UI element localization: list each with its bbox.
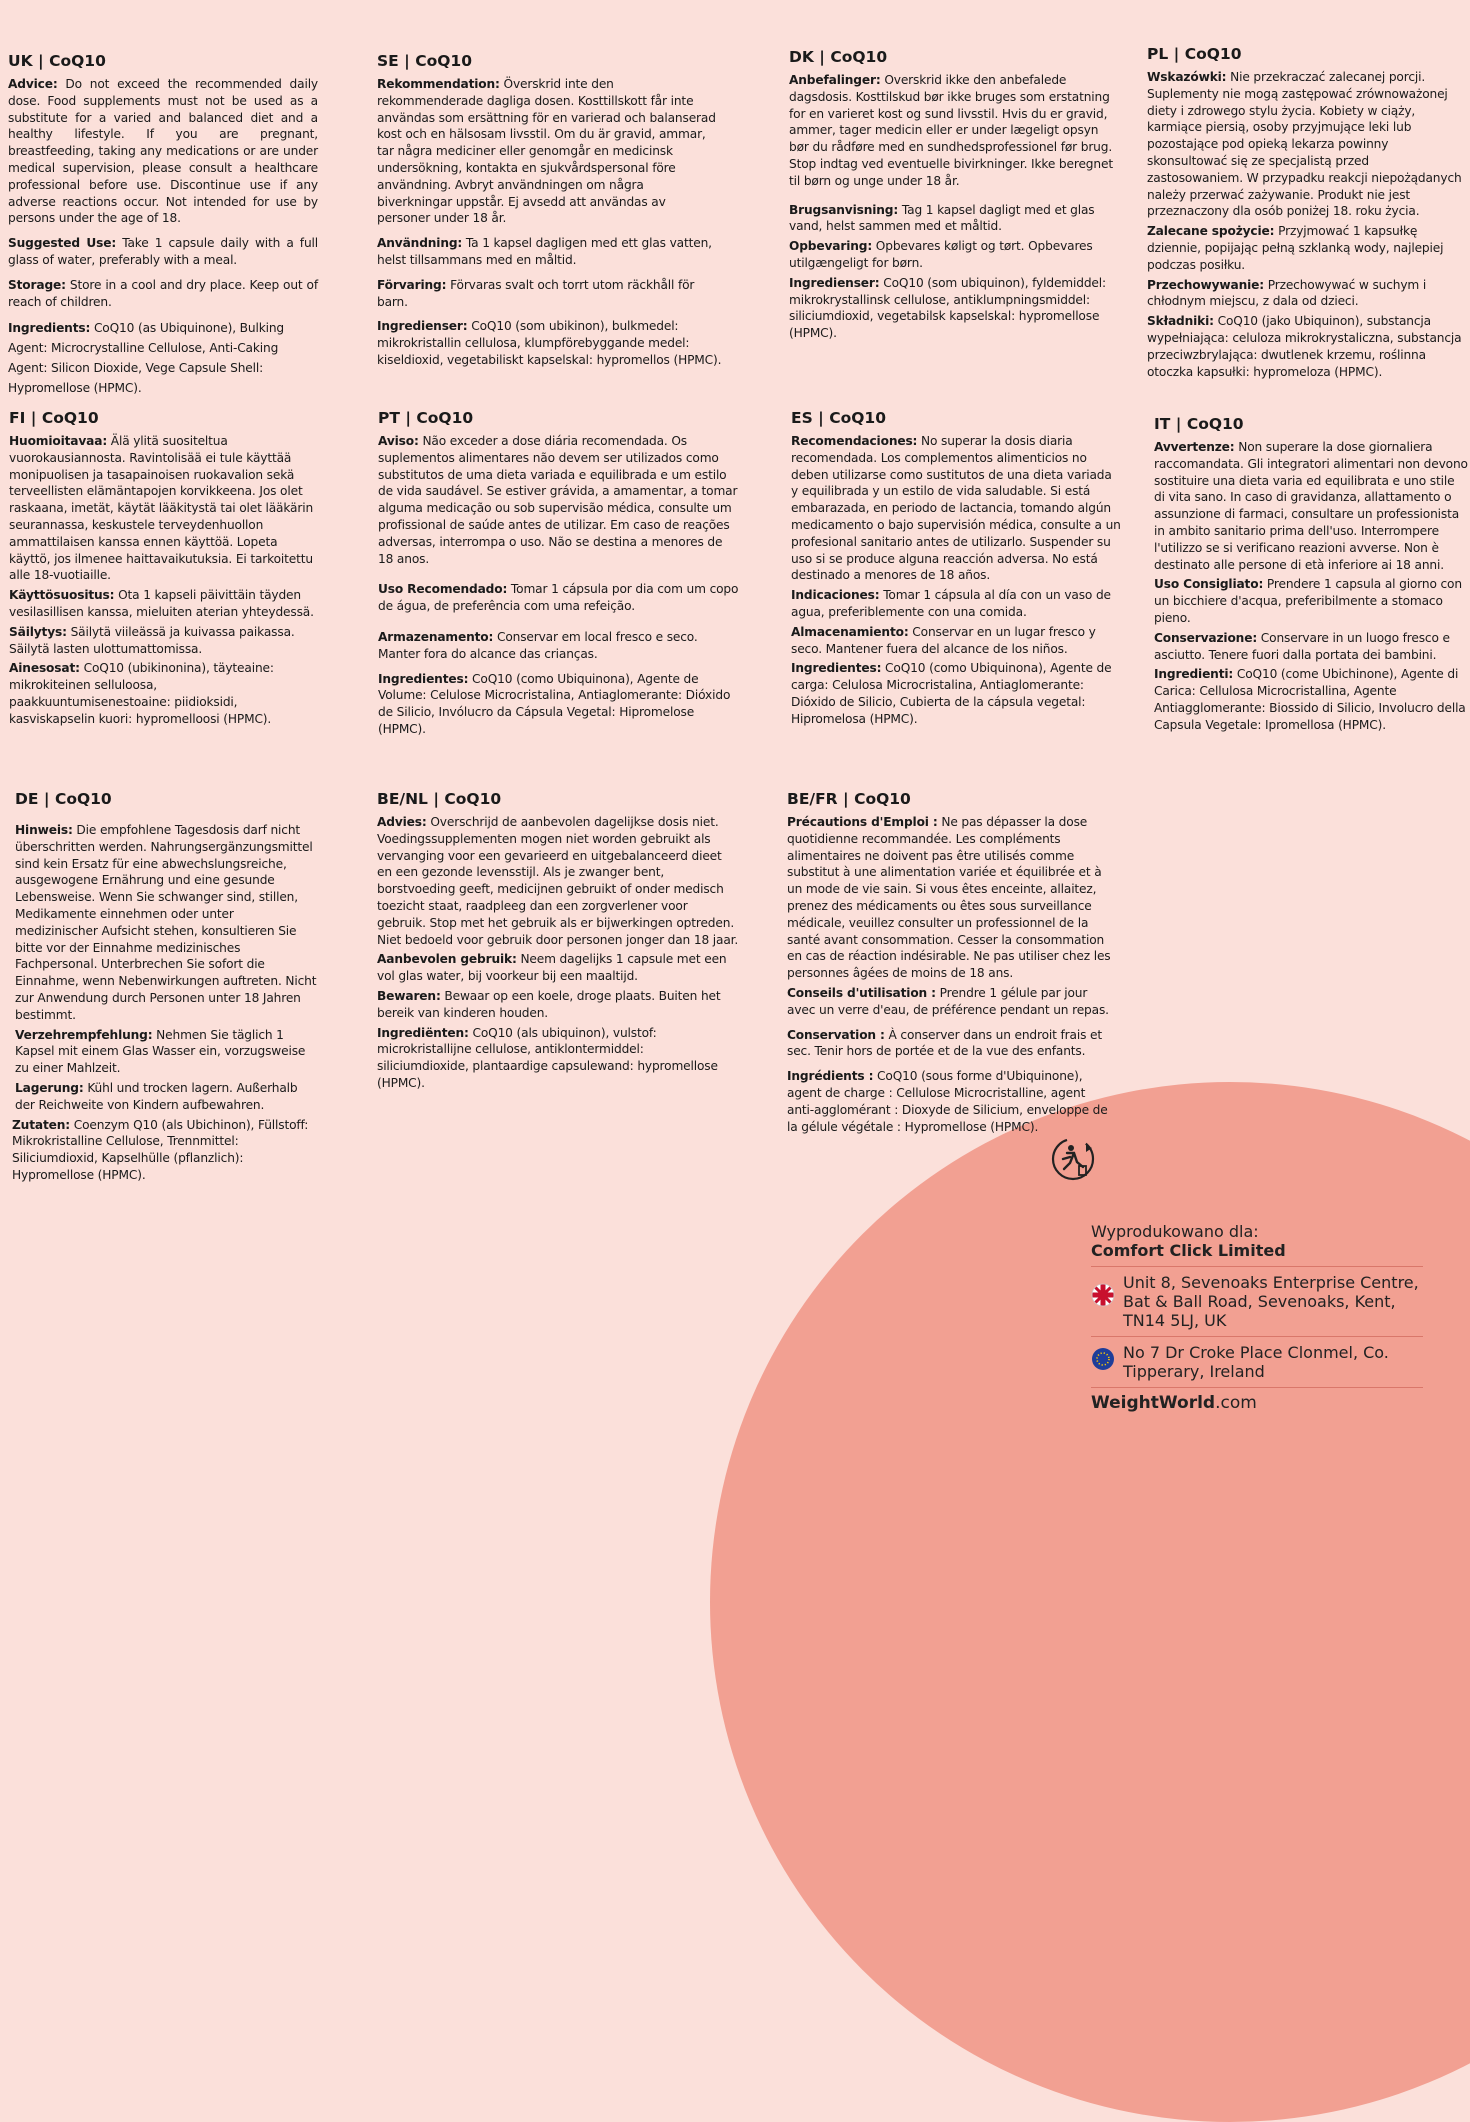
- manufacturer-company: Comfort Click Limited: [1091, 1241, 1286, 1260]
- storage-label: Lagerung:: [15, 1080, 84, 1095]
- use-text: Take 1 capsule daily with a full glass of water, preferably with a meal.: [8, 236, 318, 267]
- use-label: Indicaciones:: [791, 588, 880, 603]
- use-text: Tomar 1 cápsula al día con un vaso de agua, preferiblemente con una comida.: [791, 588, 1111, 619]
- advice-label: Advice:: [8, 77, 58, 91]
- ingredients-text: CoQ10 (som ubiquinon), fyldemiddel: mikrokrystallinsk cellulose, antiklumpningsmiddel: siliciumdioxid, vegetabilsk kapselskal: hypromellose (HPMC).: [789, 275, 1106, 341]
- section-uk: [8, 52, 318, 401]
- use-text: Przyjmować 1 kapsułkę dziennie, popijając pełną szklanką wody, najlepiej podczas posiłku.: [1147, 224, 1444, 272]
- section-title: UK | CoQ10: [8, 52, 106, 70]
- section-benl: [377, 790, 739, 1095]
- storage-text: Opbevares køligt og tørt. Opbevares utilgængeligt for børn.: [789, 239, 1093, 270]
- ingredients-text: Coenzym Q10 (als Ubichinon), Füllstoff: Mikrokristalline Cellulose, Trennmittel: Siliciumdioxid, Kapselhülle (pflanzlich): Hypromellose (HPMC).: [12, 1117, 309, 1182]
- advice-text: Ne pas dépasser la dose quotidienne recommandée. Les compléments alimentaires ne doivent pas être utilisés comme substitut à une alimentation variée et équilibrée et à un mode de vie sain. Si vous êtes enceinte, allaitez, prenez des médicaments ou êtes sous surveillance médicale, veuillez consulter un professionnel de la santé avant consommation. Cesser la consommation en cas de réaction indésirable. Ne pas utiliser chez les personnes âgées de moins de 18 ans.: [787, 815, 1111, 981]
- storage-label: Conservazione:: [1154, 630, 1258, 645]
- storage-text: Store in a cool and dry place. Keep out of reach of children.: [8, 277, 318, 309]
- storage-label: Storage:: [8, 277, 66, 292]
- ingredients-label: Ingredienser:: [377, 319, 468, 334]
- website-brand: WeightWorld: [1091, 1393, 1216, 1413]
- ingredients-label: Ingredienti:: [1154, 667, 1234, 682]
- section-fi: [9, 409, 319, 731]
- manufacturer-heading: Wyprodukowano dla:: [1091, 1222, 1259, 1241]
- section-befr: [787, 790, 1112, 1138]
- use-label: Uso Recomendado:: [378, 582, 508, 597]
- ingredients-text: CoQ10 (som ubikinon), bulkmedel: mikrokristallin cellulosa, klumpförebyggande medel: kiseldioxid, vegetabiliskt kapselskal: hypromellos (HPMC).: [377, 319, 722, 367]
- storage-label: Almacenamiento:: [791, 624, 909, 639]
- advice-label: Rekommendation:: [377, 77, 500, 91]
- ingredients-label: Ingredients:: [8, 321, 91, 336]
- section-se: [377, 52, 722, 372]
- section-title: DK | CoQ10: [789, 48, 888, 66]
- ingredients-text: CoQ10 (como Ubiquinona), Agente de carga: Celulosa Microcristalina, Antiaglomerante: Dióxido de Silicio, Cubierta de la cápsula vegetal: Hipromelosa (HPMC).: [791, 661, 1112, 726]
- section-de: [12, 790, 320, 1187]
- advice-label: Advies:: [377, 815, 427, 829]
- storage-label: Bewaren:: [377, 988, 441, 1003]
- advice-text: Överskrid inte den rekommenderade dagliga dosen. Kosttillskott får inte användas som ersättning för en varierad och balanserad kost och en hälsosam livsstil. Om du är gravid, ammar, tar några mediciner eller genomgår en medicinsk undersökning, kontakta en sjukvårdspersonal före användning. Avbryt användningen om några biverkningar uppstår. Ej avsedd att användas av personer under 18 år.: [377, 77, 716, 226]
- advice-text: Non superare la dose giornaliera raccomandata. Gli integratori alimentari non devono sostituire una dieta varia ed equilibrata e uno stile di vita sano. In caso di gravidanza, allattamento o assunzione di farmaci, consultare un professionista in ambito sanitario prima dell'uso. Interrompere l'utilizzo se si verificano reazioni avverse. Non è destinato alle persone di età inferiore ai 18 anni.: [1154, 440, 1468, 572]
- section-pl: [1147, 45, 1463, 383]
- storage-text: Conservare in un luogo fresco e asciutto. Tenere fuori dalla portata dei bambini.: [1154, 630, 1450, 662]
- section-title: ES | CoQ10: [791, 409, 887, 427]
- storage-label: Armazenamento:: [378, 629, 494, 644]
- ingredients-label: Ainesosat:: [9, 661, 80, 676]
- advice-label: Anbefalinger:: [789, 73, 881, 87]
- recycle-tidyman-icon: [1050, 1136, 1096, 1182]
- advice-text: Älä ylitä suositeltua vuorokausiannosta. Ravintolisää ei tule käyttää monipuolisen ja tasapainoisen ruokavalion sekä terveellisten elämäntapojen korvikkeena. Jos olet raskaana, imetät, käytät lääkitystä tai olet lääkärin seurannassa, keskustele terveydenhuollon ammattilaisen kanssa ennen käyttöä. Lopeta käyttö, jos ilmenee haittavaikutuksia. Ei tarkoitettu alle 18-vuotiaille.: [9, 434, 314, 583]
- use-text: Nehmen Sie täglich 1 Kapsel mit einem Glas Wasser ein, vorzugsweise zu einer Mahlzeit.: [15, 1027, 306, 1076]
- use-label: Användning:: [377, 236, 463, 251]
- section-title: PL | CoQ10: [1147, 45, 1242, 63]
- website[interactable]: [1091, 1387, 1423, 1413]
- ingredients-text: CoQ10 (ubikinonina), täyteaine: mikrokiteinen selluloosa, paakkuuntumisenestoaine: piidioksidi, kasviskapselin kuori: hypromelloosi (HPMC).: [9, 661, 274, 726]
- section-title: DE | CoQ10: [15, 790, 112, 808]
- ingredients-label: Składniki:: [1147, 314, 1214, 329]
- use-label: Suggested Use:: [8, 236, 117, 251]
- use-text: Ta 1 kapsel dagligen med ett glas vatten, helst tillsammans med en måltid.: [377, 236, 712, 267]
- advice-label: Hinweis:: [15, 823, 73, 837]
- section-title: IT | CoQ10: [1154, 415, 1244, 433]
- ingredients-text: CoQ10 (come Ubichinone), Agente di Carica: Cellulosa Microcristallina, Agente Antiagglomerante: Biossido di Silicio, Involucro della Capsula Vegetale: Ipromellosa (HPMC).: [1154, 667, 1466, 732]
- storage-text: Säilytä viileässä ja kuivassa paikassa. Säilytä lasten ulottumattomissa.: [9, 624, 295, 656]
- storage-text: Conservar em local fresco e seco. Manter fora do alcance das crianças.: [378, 629, 698, 661]
- use-label: Aanbevolen gebruik:: [377, 952, 517, 967]
- use-label: Conseils d'utilisation :: [787, 985, 936, 1000]
- manufacturer-block: [1091, 1222, 1423, 1413]
- eu-address-row: [1091, 1336, 1423, 1381]
- section-es: [791, 409, 1121, 731]
- use-text: Prendere 1 capsula al giorno con un bicchiere d'acqua, preferibilmente a stomaco pieno.: [1154, 577, 1462, 625]
- advice-label: Précautions d'Emploi :: [787, 815, 938, 829]
- advice-label: Aviso:: [378, 434, 419, 448]
- use-text: Tag 1 kapsel dagligt med et glas vand, helst sammen med et måltid.: [789, 202, 1095, 234]
- storage-label: Przechowywanie:: [1147, 277, 1265, 292]
- advice-text: Do not exceed the recommended daily dose. Food supplements must not be used as a substitute for a varied and balanced diet and a healthy lifestyle. If you are pregnant, breastfeeding, taking any medications or are under medical supervision, please consult a healthcare professional before use. Discontinue use if any adverse reactions occur. Not intended for use by persons under the age of 18.: [8, 77, 318, 226]
- storage-text: Kühl und trocken lagern. Außerhalb der Reichweite von Kindern aufbewahren.: [15, 1080, 298, 1112]
- uk-flag-icon: [1091, 1283, 1115, 1307]
- storage-label: Säilytys:: [9, 624, 67, 639]
- use-text: Tomar 1 cápsula por dia com um copo de água, de preferência com uma refeição.: [378, 582, 739, 614]
- website-tld: .com: [1215, 1393, 1257, 1413]
- use-label: Verzehrempfehlung:: [15, 1027, 153, 1042]
- section-dk: [789, 48, 1119, 345]
- section-title: BE/NL | CoQ10: [377, 790, 502, 808]
- use-text: Ota 1 kapseli päivittäin täyden vesilasillisen kanssa, mieluiten aterian yhteydessä.: [9, 588, 314, 619]
- ingredients-label: Zutaten:: [12, 1117, 71, 1132]
- use-label: Uso Consigliato:: [1154, 577, 1264, 592]
- section-title: PT | CoQ10: [378, 409, 474, 427]
- storage-label: Opbevaring:: [789, 239, 873, 254]
- advice-text: Overschrijd de aanbevolen dagelijkse dosis niet. Voedingssupplementen mogen niet worden gebruikt als vervanging voor een gevarieerd en uitgebalanceerd dieet en een gezonde levensstijl. Als je zwanger bent, borstvoeding geeft, medicijnen gebruikt of onder medisch toezicht staat, raadpleeg dan een zorgverlener voor gebruik. Stop met het gebruik als er bijwerkingen optreden. Niet bedoeld voor gebruik door personen jonger dan 18 jaar.: [377, 815, 739, 947]
- use-label: Zalecane spożycie:: [1147, 224, 1275, 239]
- ingredients-label: Ingredienser:: [789, 275, 880, 290]
- storage-label: Conservation :: [787, 1027, 885, 1042]
- ingredients-label: Ingrediënten:: [377, 1025, 469, 1040]
- advice-label: Recomendaciones:: [791, 434, 918, 448]
- section-it: [1154, 415, 1468, 737]
- storage-text: Przechowywać w suchym i chłodnym miejscu, z dala od dzieci.: [1147, 277, 1427, 309]
- section-pt: [378, 409, 740, 741]
- eu-flag-icon: [1091, 1347, 1115, 1371]
- ingredients-text: CoQ10 (sous forme d'Ubiquinone), agent de charge : Cellulose Microcristalline, agent anti-agglomérant : Dioxyde de Silicium, enveloppe de la gélule végétale : Hypromellose (HPMC).: [787, 1069, 1108, 1134]
- ingredients-text: CoQ10 (as Ubiquinone), Bulking Agent: Microcrystalline Cellulose, Anti-Caking Agent: Silicon Dioxide, Vege Capsule Shell: Hypromellose (HPMC).: [8, 321, 285, 396]
- ingredients-label: Ingredientes:: [378, 671, 469, 686]
- advice-label: Huomioitavaa:: [9, 434, 108, 448]
- ingredients-text: CoQ10 (jako Ubiquinon), substancja wypełniająca: celuloza mikrokrystaliczna, substancja przeciwzbrylająca: dwutlenek krzemu, roślinna otoczka kapsułki: hypromeloza (HPMC).: [1147, 314, 1462, 379]
- advice-text: Nie przekraczać zalecanej porcji. Suplementy nie mogą zastępować zrównoważonej diety i zdrowego stylu życia. Kobiety w ciąży, karmiące piersią, osoby przyjmujące leki lub pozostające pod opieką lekarza powinny skonsultować się ze specjalistą przed zastosowaniem. W przypadku reakcji niepożądanych należy przerwać zażywanie. Produkt nie jest przeznaczony dla osób poniżej 18. roku życia.: [1147, 70, 1462, 219]
- storage-text: Conservar en un lugar fresco y seco. Mantener fuera del alcance de los niños.: [791, 624, 1096, 656]
- advice-text: No superar la dosis diaria recomendada. Los complementos alimenticios no deben utilizarse como sustitutos de una dieta variada y equilibrada y un estilo de vida saludable. Si está embarazada, en periodo de lactancia, tomando algún medicamento o bajo supervisión médica, consulte a un profesional sanitario antes de utilizarlo. Suspender su uso si se produce alguna reacción adversa. No está destinado a menores de 18 años.: [791, 434, 1121, 583]
- ingredients-text: CoQ10 (como Ubiquinona), Agente de Volume: Celulose Microcristalina, Antiaglomerante: Dióxido de Silicio, Invólucro da Cápsula Vegetal: Hipromelose (HPMC).: [378, 671, 731, 736]
- section-title: FI | CoQ10: [9, 409, 99, 427]
- use-label: Käyttösuositus:: [9, 588, 115, 603]
- uk-address: Unit 8, Sevenoaks Enterprise Centre, Bat & Ball Road, Sevenoaks, Kent, TN14 5LJ, UK: [1123, 1273, 1419, 1330]
- section-title: SE | CoQ10: [377, 52, 473, 70]
- storage-text: À conserver dans un endroit frais et sec. Tenir hors de portée et de la vue des enfants.: [787, 1027, 1102, 1059]
- eu-address: No 7 Dr Croke Place Clonmel, Co. Tipperary, Ireland: [1123, 1343, 1389, 1381]
- advice-text: Overskrid ikke den anbefalede dagsdosis. Kosttilskud bør ikke bruges som erstatning for en varieret kost og sund livsstil. Hvis du er gravid, ammer, tager medicin eller er under lægeligt opsyn bør du rådføre med en sundhedsprofessionel før brug. Stop indtag ved eventuelle bivirkninger. Ikke beregnet til børn og unge under 18 år.: [789, 73, 1113, 188]
- advice-label: Wskazówki:: [1147, 70, 1227, 84]
- use-label: Brugsanvisning:: [789, 202, 899, 217]
- advice-text: Não exceder a dose diária recomendada. Os suplementos alimentares não devem ser utilizados como substitutos de uma dieta variada e equilibrada e um estilo de vida saudável. Se estiver grávida, a amamentar, a tomar alguma medicação ou sob supervisão médica, consulte um profissional de saúde antes de utilizar. Em caso de reações adversas, interrompa o uso. Não se destina a menores de 18 anos.: [378, 434, 738, 566]
- ingredients-label: Ingrédients :: [787, 1069, 874, 1084]
- advice-text: Die empfohlene Tagesdosis darf nicht überschritten werden. Nahrungsergänzungsmittel sind kein Ersatz für eine abwechslungsreiche, ausgewogene Ernährung und eine gesunde Lebensweise. Wenn Sie schwanger sind, stillen, Medikamente einnehmen oder unter medizinischer Aufsicht stehen, konsultieren Sie bitte vor der Einnahme medizinisches Fachpersonal. Unterbrechen Sie sofort die Einnahme, wenn Nebenwirkungen auftreten. Nicht zur Anwendung durch Personen unter 18 Jahren bestimmt.: [15, 823, 317, 1022]
- section-title: BE/FR | CoQ10: [787, 790, 911, 808]
- storage-text: Förvaras svalt och torrt utom räckhåll för barn.: [377, 277, 695, 309]
- use-text: Prendre 1 gélule par jour avec un verre d'eau, de préférence pendant un repas.: [787, 985, 1109, 1017]
- storage-label: Förvaring:: [377, 277, 447, 292]
- uk-address-row: [1091, 1266, 1423, 1330]
- ingredients-text: CoQ10 (als ubiquinon), vulstof: microkristallijne cellulose, antiklontermiddel: siliciumdioxide, plantaardige capsulewand: hypromellose (HPMC).: [377, 1025, 718, 1090]
- advice-label: Avvertenze:: [1154, 440, 1235, 454]
- storage-text: Bewaar op een koele, droge plaats. Buiten het bereik van kinderen houden.: [377, 988, 721, 1020]
- use-text: Neem dagelijks 1 capsule met een vol glas water, bij voorkeur bij een maaltijd.: [377, 952, 727, 984]
- ingredients-label: Ingredientes:: [791, 661, 882, 676]
